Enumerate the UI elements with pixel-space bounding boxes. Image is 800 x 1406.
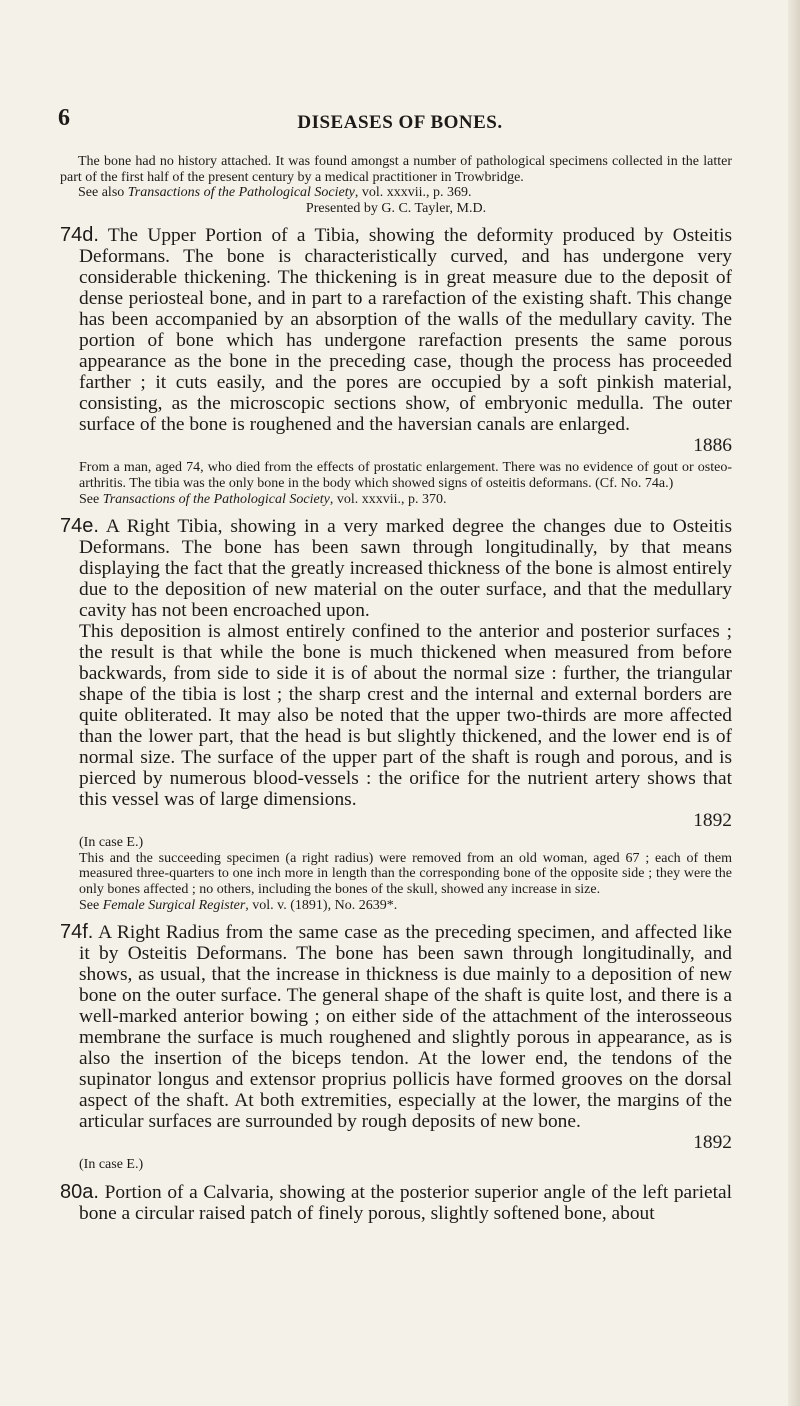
entry-74f <box>60 922 732 1173</box>
running-title: DISEASES OF BONES. <box>297 112 503 133</box>
reference-title: Female Surgical Register <box>102 897 246 913</box>
entry-case: (In case E.) <box>79 1157 144 1173</box>
entry-text: 74f. A Right Radius from the same case as the preceding specimen, and affected like it by Osteitis Deformans. The bone has been sawn through longitudinally, and shows, as usual, that the increase in thickness is due mainly to a deposition of new bone on the outer surface. The general shape of the shaft is quite lost, and there is a well-marked anterior bowing ; on either side of the attachment of the interosseous membrane the surface is much roughened and slightly porous in appearance, as is also the insertion of the biceps tendon. At the lower end, the tendons of the supinator longus and extensor proprius pollicis have formed grooves on the dorsal aspect of the shaft. At both extremities, especially at the lower, the margins of the articular surfaces are surrounded by rough deposits of new bone. <box>60 921 733 1133</box>
entry-year-row <box>60 810 732 831</box>
entry-note <box>60 835 732 913</box>
entry-number: 74e. <box>60 515 99 538</box>
entry-year-row <box>60 1132 732 1153</box>
reference-title: Transactions of the Pathological Society <box>102 491 330 507</box>
entry-number: 74f. <box>60 921 94 944</box>
entry-reference: See Transactions of the Pathological Society, vol. xxxvii., p. 370. <box>79 491 447 507</box>
entry-number: 74d. <box>60 224 99 247</box>
entry-year: 1892 <box>693 1132 732 1154</box>
entry-number: 80a. <box>60 1180 99 1203</box>
entry-74d <box>60 225 732 507</box>
entry-note <box>60 460 732 507</box>
entry-text: 74e. A Right Tibia, showing in a very marked degree the changes due to Osteitis Deformans. The bone has been sawn through longitudinally, by that means displaying the fact that the greatly increased thickness of the bone is almost entirely due to the deposition of new material on the outer surface, and that the medullary cavity has not been encroached upon. <box>60 515 732 622</box>
intro-reference: See also Transactions of the Pathological Society, vol. xxxvii., p. 369. <box>78 185 472 201</box>
intro-text: The bone had no history attached. It was found amongst a number of pathological specimens collected in the latter part of the first half of the present century by a medical practitioner in Trowbridge. <box>60 154 732 185</box>
entry-year-row <box>60 435 732 456</box>
entry-year: 1892 <box>693 810 732 832</box>
entry-reference: See Female Surgical Register, vol. v. (1891), No. 2639*. <box>79 897 398 913</box>
page-body <box>60 154 732 1224</box>
entry-80a <box>60 1182 732 1224</box>
entry-year: 1886 <box>693 435 732 457</box>
entry-text: 80a. Portion of a Calvaria, showing at the posterior superior angle of the left parietal bone a circular raised patch of finely porous, slightly softened bone, about <box>60 1180 732 1224</box>
entry-case: (In case E.) <box>79 835 144 851</box>
entry-text-continued: This deposition is almost entirely confined to the anterior and posterior surfaces ; the result is that while the bone is much thickened when measured from before backwards, from side to side it is of about the normal size : further, the triangular shape of the tibia is lost ; the sharp crest and the internal and external borders are quite obliterated. It may also be noted that the upper two-thirds are more affected than the lower part, that the head is but slightly thickened, and the lower end is of normal size. The surface of the upper part of the shaft is rough and porous, and is pierced by numerous blood-vessels : the orifice for the nutrient artery shows that this vessel was of large dimensions. <box>79 621 732 811</box>
intro-note <box>60 154 732 216</box>
entry-note <box>60 1157 732 1173</box>
page-number: 6 <box>58 105 70 131</box>
page-edge-shadow <box>788 0 800 1406</box>
entry-note-text: This and the succeeding specimen (a right radius) were removed from an old woman, aged 67 ; each of them measured three-quarters to one inch more in length than the corresponding bone of the opposite side ; they were the only bones affected ; no others, including the bones of the skull, showed any increase in size. <box>79 850 732 897</box>
presented-by: Presented by G. C. Tayler, M.D. <box>305 200 487 216</box>
entry-note-text: From a man, aged 74, who died from the effects of prostatic enlargement. There was no evidence of gout or osteo-arthritis. The tibia was the only bone in the body which showed signs of osteitis deformans. (Cf. No. 74a.) <box>79 460 732 491</box>
reference-title: Transactions of the Pathological Society <box>127 185 355 201</box>
entry-text: 74d. The Upper Portion of a Tibia, showing the deformity produced by Osteitis Deformans. The bone is characteristically curved, and has undergone very considerable thickening. The thickening is in great measure due to the deposit of dense periosteal bone, and in part to a rarefaction of the existing shaft. This change has been accompanied by an absorption of the walls of the medullary cavity. The portion of bone which has undergone rarefaction presents the same porous appearance as the bone in the preceding case, though the process has proceeded farther ; it cuts easily, and the pores are occupied by a soft pinkish material, consisting, as the microscopic sections show, of embryonic medulla. The outer surface of the bone is roughened and the haversian canals are enlarged. <box>60 224 733 436</box>
entry-74e <box>60 516 732 913</box>
